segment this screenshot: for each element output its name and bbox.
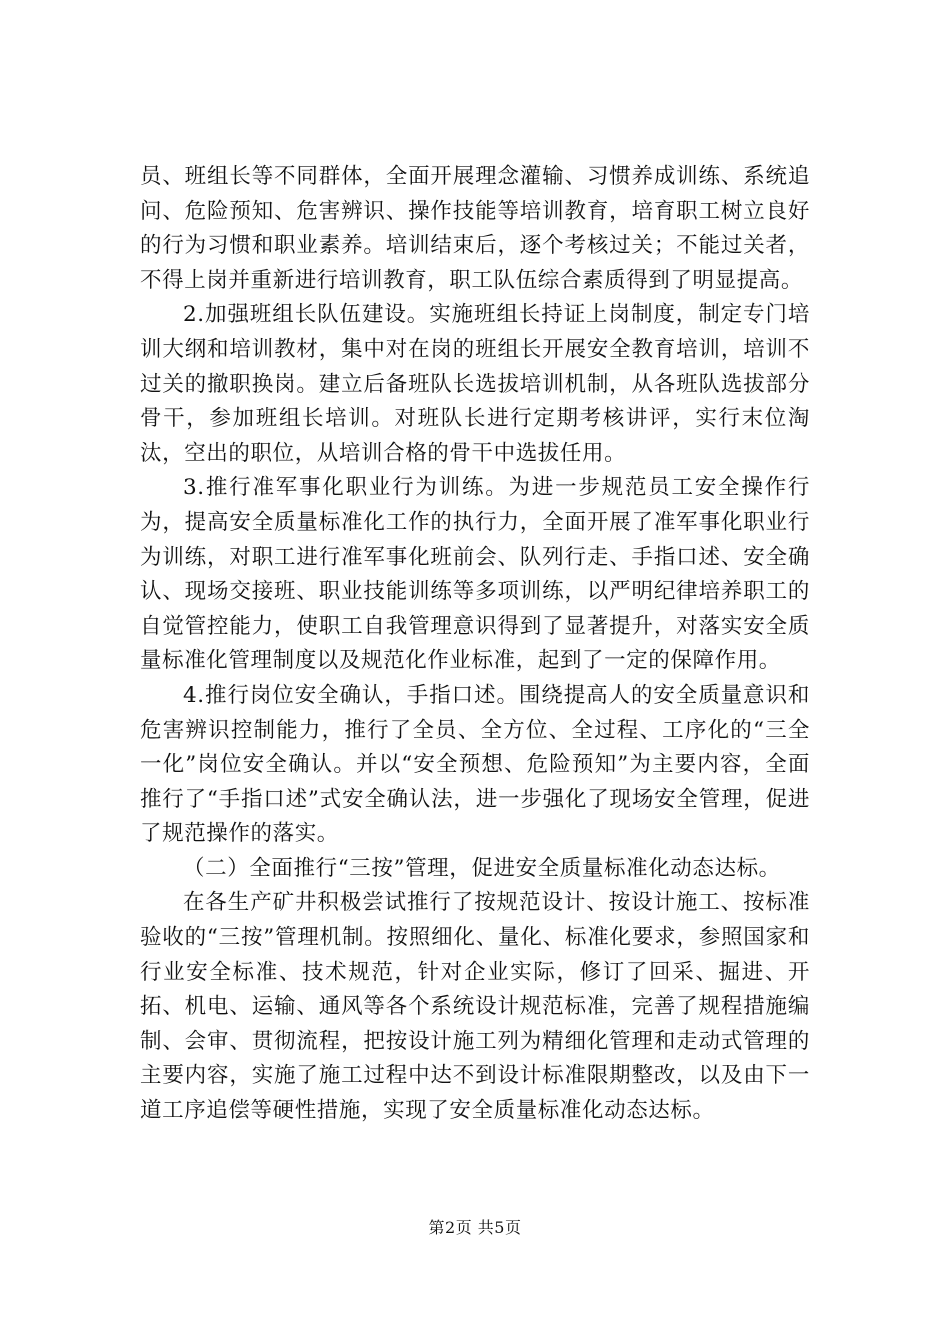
document-body	[140, 160, 810, 1129]
paragraph-section-body: 在各生产矿井积极尝试推行了按规范设计、按设计施工、按标准验收的“三按”管理机制。按照细化、量化、标准化要求，参照国家和行业安全标准、技术规范，针对企业实际，修订了回采、掘进、开拓、机电、运输、通风等各个系统设计规范标准，完善了规程措施编制、会审、贯彻流程，把按设计施工列为精细化管理和走动式管理的主要内容，实施了施工过程中达不到设计标准限期整改，以及由下一道工序追偿等硬性措施，实现了安全质量标准化动态达标。	[140, 890, 810, 1124]
section-heading: （二）全面推行“三按”管理，促进安全质量标准化动态达标。	[183, 855, 781, 881]
page-footer	[0, 1218, 950, 1238]
page-total: 共5页	[477, 1218, 522, 1237]
paragraph-item-3: 3.推行准军事化职业行为训练。为进一步规范员工安全操作行为，提高安全质量标准化工作的执行力，全面开展了准军事化职业行为训练，对职工进行准军事化班前会、队列行走、手指口述、安全确认、现场交接班、职业技能训练等多项训练，以严明纪律培养职工的自觉管控能力，使职工自我管理意识得到了显著提升，对落实安全质量标准化管理制度以及规范化作业标准，起到了一定的保障作用。	[140, 475, 810, 674]
page-number: 第2页	[428, 1218, 473, 1237]
paragraph-item-2: 2.加强班组长队伍建设。实施班组长持证上岗制度，制定专门培训大纲和培训教材，集中对在岗的班组长开展安全教育培训，培训不过关的撤职换岗。建立后备班队长选拔培训机制，从各班队选拔部分骨干，参加班组长培训。对班队长进行定期考核讲评，实行末位淘汰，空出的职位，从培训合格的骨干中选拔任用。	[140, 302, 810, 466]
paragraph-continuation: 员、班组长等不同群体，全面开展理念灌输、习惯养成训练、系统追问、危险预知、危害辨识、操作技能等培训教育，培育职工树立良好的行为习惯和职业素养。培训结束后，逐个考核过关；不能过关者，不得上岗并重新进行培训教育，职工队伍综合素质得到了明显提高。	[140, 164, 810, 293]
paragraph-item-4: 4.推行岗位安全确认，手指口述。围绕提高人的安全质量意识和危害辨识控制能力，推行了全员、全方位、全过程、工序化的“三全一化”岗位安全确认。并以“安全预想、危险预知”为主要内容，全面推行了“手指口述”式安全确认法，进一步强化了现场安全管理，促进了规范操作的落实。	[140, 682, 810, 847]
